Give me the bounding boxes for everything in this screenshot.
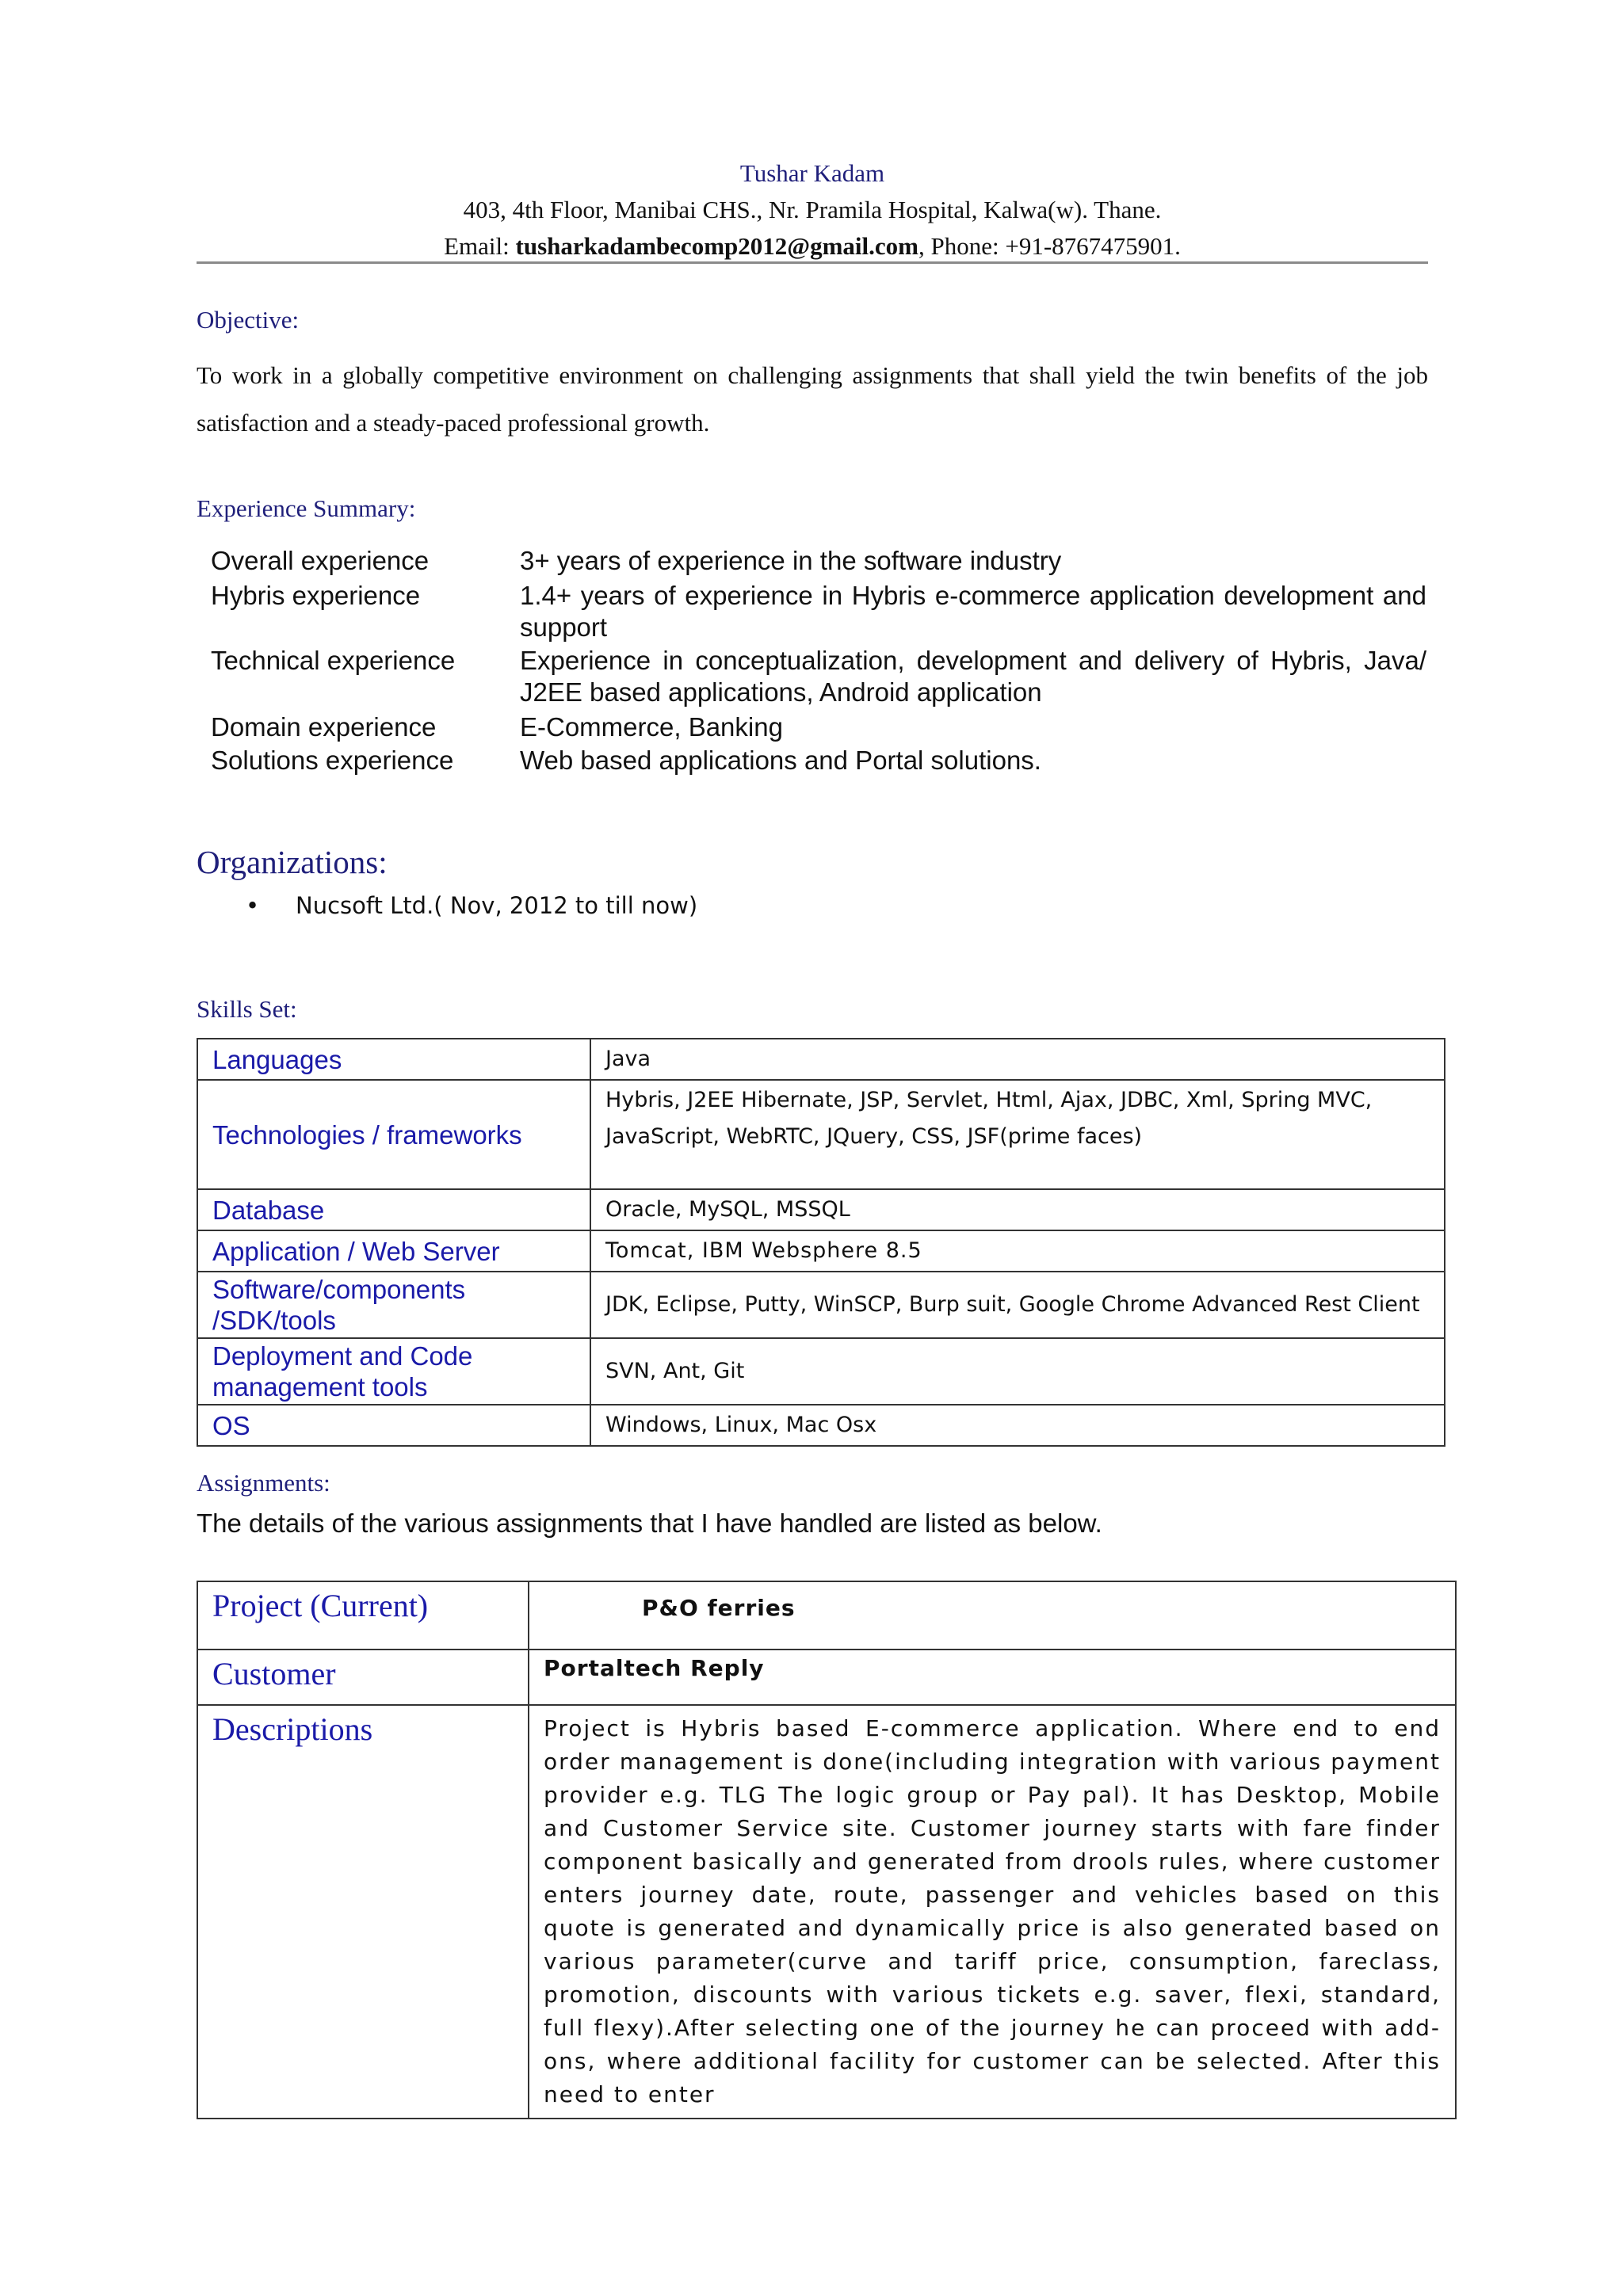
objective-title: Objective: bbox=[197, 306, 300, 334]
experience-label: Technical experience bbox=[211, 646, 456, 675]
experience-label: Domain experience bbox=[211, 712, 437, 742]
table-row bbox=[197, 1230, 1445, 1272]
project-label: Project (Current) bbox=[197, 1581, 529, 1650]
table-row bbox=[197, 1039, 1445, 1080]
experience-label: Hybris experience bbox=[211, 581, 421, 610]
experience-label: Overall experience bbox=[211, 546, 430, 575]
skill-category: Database bbox=[197, 1189, 590, 1230]
experience-row bbox=[211, 545, 1426, 577]
descriptions-label: Descriptions bbox=[197, 1705, 529, 2119]
project-value bbox=[529, 1581, 1456, 1650]
address: 403, 4th Floor, Manibai CHS., Nr. Pramila Hospital, Kalwa(w). Thane. bbox=[463, 196, 1162, 223]
assignments-subtitle: The details of the various assignments that I have handled are listed as below. bbox=[197, 1508, 1102, 1538]
experience-label: Solutions experience bbox=[211, 746, 454, 775]
skill-value: JDK, Eclipse, Putty, WinSCP, Burp suit, Google Chrome Advanced Rest Client bbox=[590, 1272, 1445, 1338]
header-divider bbox=[197, 261, 1428, 264]
skill-value: Tomcat, IBM Websphere 8.5 bbox=[590, 1230, 1445, 1272]
bullet-icon: • bbox=[246, 892, 260, 919]
resume-header bbox=[197, 155, 1428, 265]
experience-value: Experience in conceptualization, development and delivery of Hybris, Java/ J2EE based applications, Android application bbox=[520, 646, 1426, 707]
organization-text: Nucsoft Ltd.( Nov, 2012 to till now) bbox=[296, 892, 698, 919]
assignments-title: Assignments: bbox=[197, 1469, 330, 1497]
objective-text: To work in a globally competitive environment on challenging assignments that shall yield the twin benefits of the job satisfaction and a steady-paced professional growth. bbox=[197, 361, 1428, 437]
table-row bbox=[197, 1650, 1456, 1705]
contact-line bbox=[197, 228, 1428, 265]
skills-title: Skills Set: bbox=[197, 995, 297, 1023]
experience-value: 3+ years of experience in the software industry bbox=[520, 546, 1062, 575]
email-label: Email: bbox=[444, 232, 516, 260]
skill-category: Application / Web Server bbox=[197, 1230, 590, 1272]
customer-name: Portaltech Reply bbox=[544, 1655, 765, 1681]
experience-value: Web based applications and Portal solutions. bbox=[520, 746, 1041, 775]
skill-category: Deployment and Code management tools bbox=[197, 1338, 590, 1405]
organizations-list bbox=[246, 892, 697, 919]
experience-value: E-Commerce, Banking bbox=[520, 712, 783, 742]
table-row bbox=[197, 1272, 1445, 1338]
table-row bbox=[197, 1405, 1445, 1446]
skill-value: Hybris, J2EE Hibernate, JSP, Servlet, Html, Ajax, JDBC, Xml, Spring MVC, JavaScript, WebRTC, JQuery, CSS, JSF(prime faces) bbox=[590, 1080, 1445, 1189]
customer-value bbox=[529, 1650, 1456, 1705]
experience-row bbox=[211, 711, 1426, 743]
experience-row bbox=[211, 580, 1426, 643]
project-name: P&O ferries bbox=[642, 1595, 796, 1621]
email-address[interactable]: tusharkadambecomp2012@gmail.com bbox=[515, 232, 918, 260]
organization-item bbox=[246, 892, 697, 919]
skill-value: Windows, Linux, Mac Osx bbox=[590, 1405, 1445, 1446]
skill-value: Java bbox=[590, 1039, 1445, 1080]
experience-value: 1.4+ years of experience in Hybris e-commerce application development and support bbox=[520, 581, 1426, 642]
experience-row bbox=[211, 745, 1426, 776]
skill-value: SVN, Ant, Git bbox=[590, 1338, 1445, 1405]
table-row bbox=[197, 1189, 1445, 1230]
experience-summary-title: Experience Summary: bbox=[197, 494, 416, 522]
candidate-name: Tushar Kadam bbox=[739, 159, 885, 187]
skill-category: OS bbox=[197, 1405, 590, 1446]
skill-value: Oracle, MySQL, MSSQL bbox=[590, 1189, 1445, 1230]
skills-table bbox=[197, 1038, 1445, 1447]
customer-label: Customer bbox=[197, 1650, 529, 1705]
skill-category: Technologies / frameworks bbox=[197, 1080, 590, 1189]
organizations-title: Organizations: bbox=[197, 844, 388, 880]
table-row bbox=[197, 1581, 1456, 1650]
descriptions-value: Project is Hybris based E-commerce application. Where end to end order management is done(including integration with various payment provider e.g. TLG The logic group or Pay pal). It has Desktop, Mobile and Customer Service site. Customer journey starts with fare finder component basically and generated from drools rules, where customer enters journey date, route, passenger and vehicles based on this quote is generated and dynamically price is also generated based on various parameter(curve and tariff price, consumption, fareclass, promotion, discounts with various tickets e.g. saver, flexi, standard, full flexy).After selecting one of the journey he can proceed with add-ons, where additional facility for customer can be selected. After this need to enter bbox=[529, 1705, 1456, 2119]
skill-category: Software/components /SDK/tools bbox=[197, 1272, 590, 1338]
table-row bbox=[197, 1080, 1445, 1189]
skill-category: Languages bbox=[197, 1039, 590, 1080]
table-row bbox=[197, 1338, 1445, 1405]
table-row bbox=[197, 1705, 1456, 2119]
experience-row bbox=[211, 645, 1426, 708]
project-table bbox=[197, 1581, 1457, 2119]
experience-summary-list bbox=[211, 545, 1426, 776]
phone-number: , Phone: +91-8767475901. bbox=[918, 232, 1181, 260]
